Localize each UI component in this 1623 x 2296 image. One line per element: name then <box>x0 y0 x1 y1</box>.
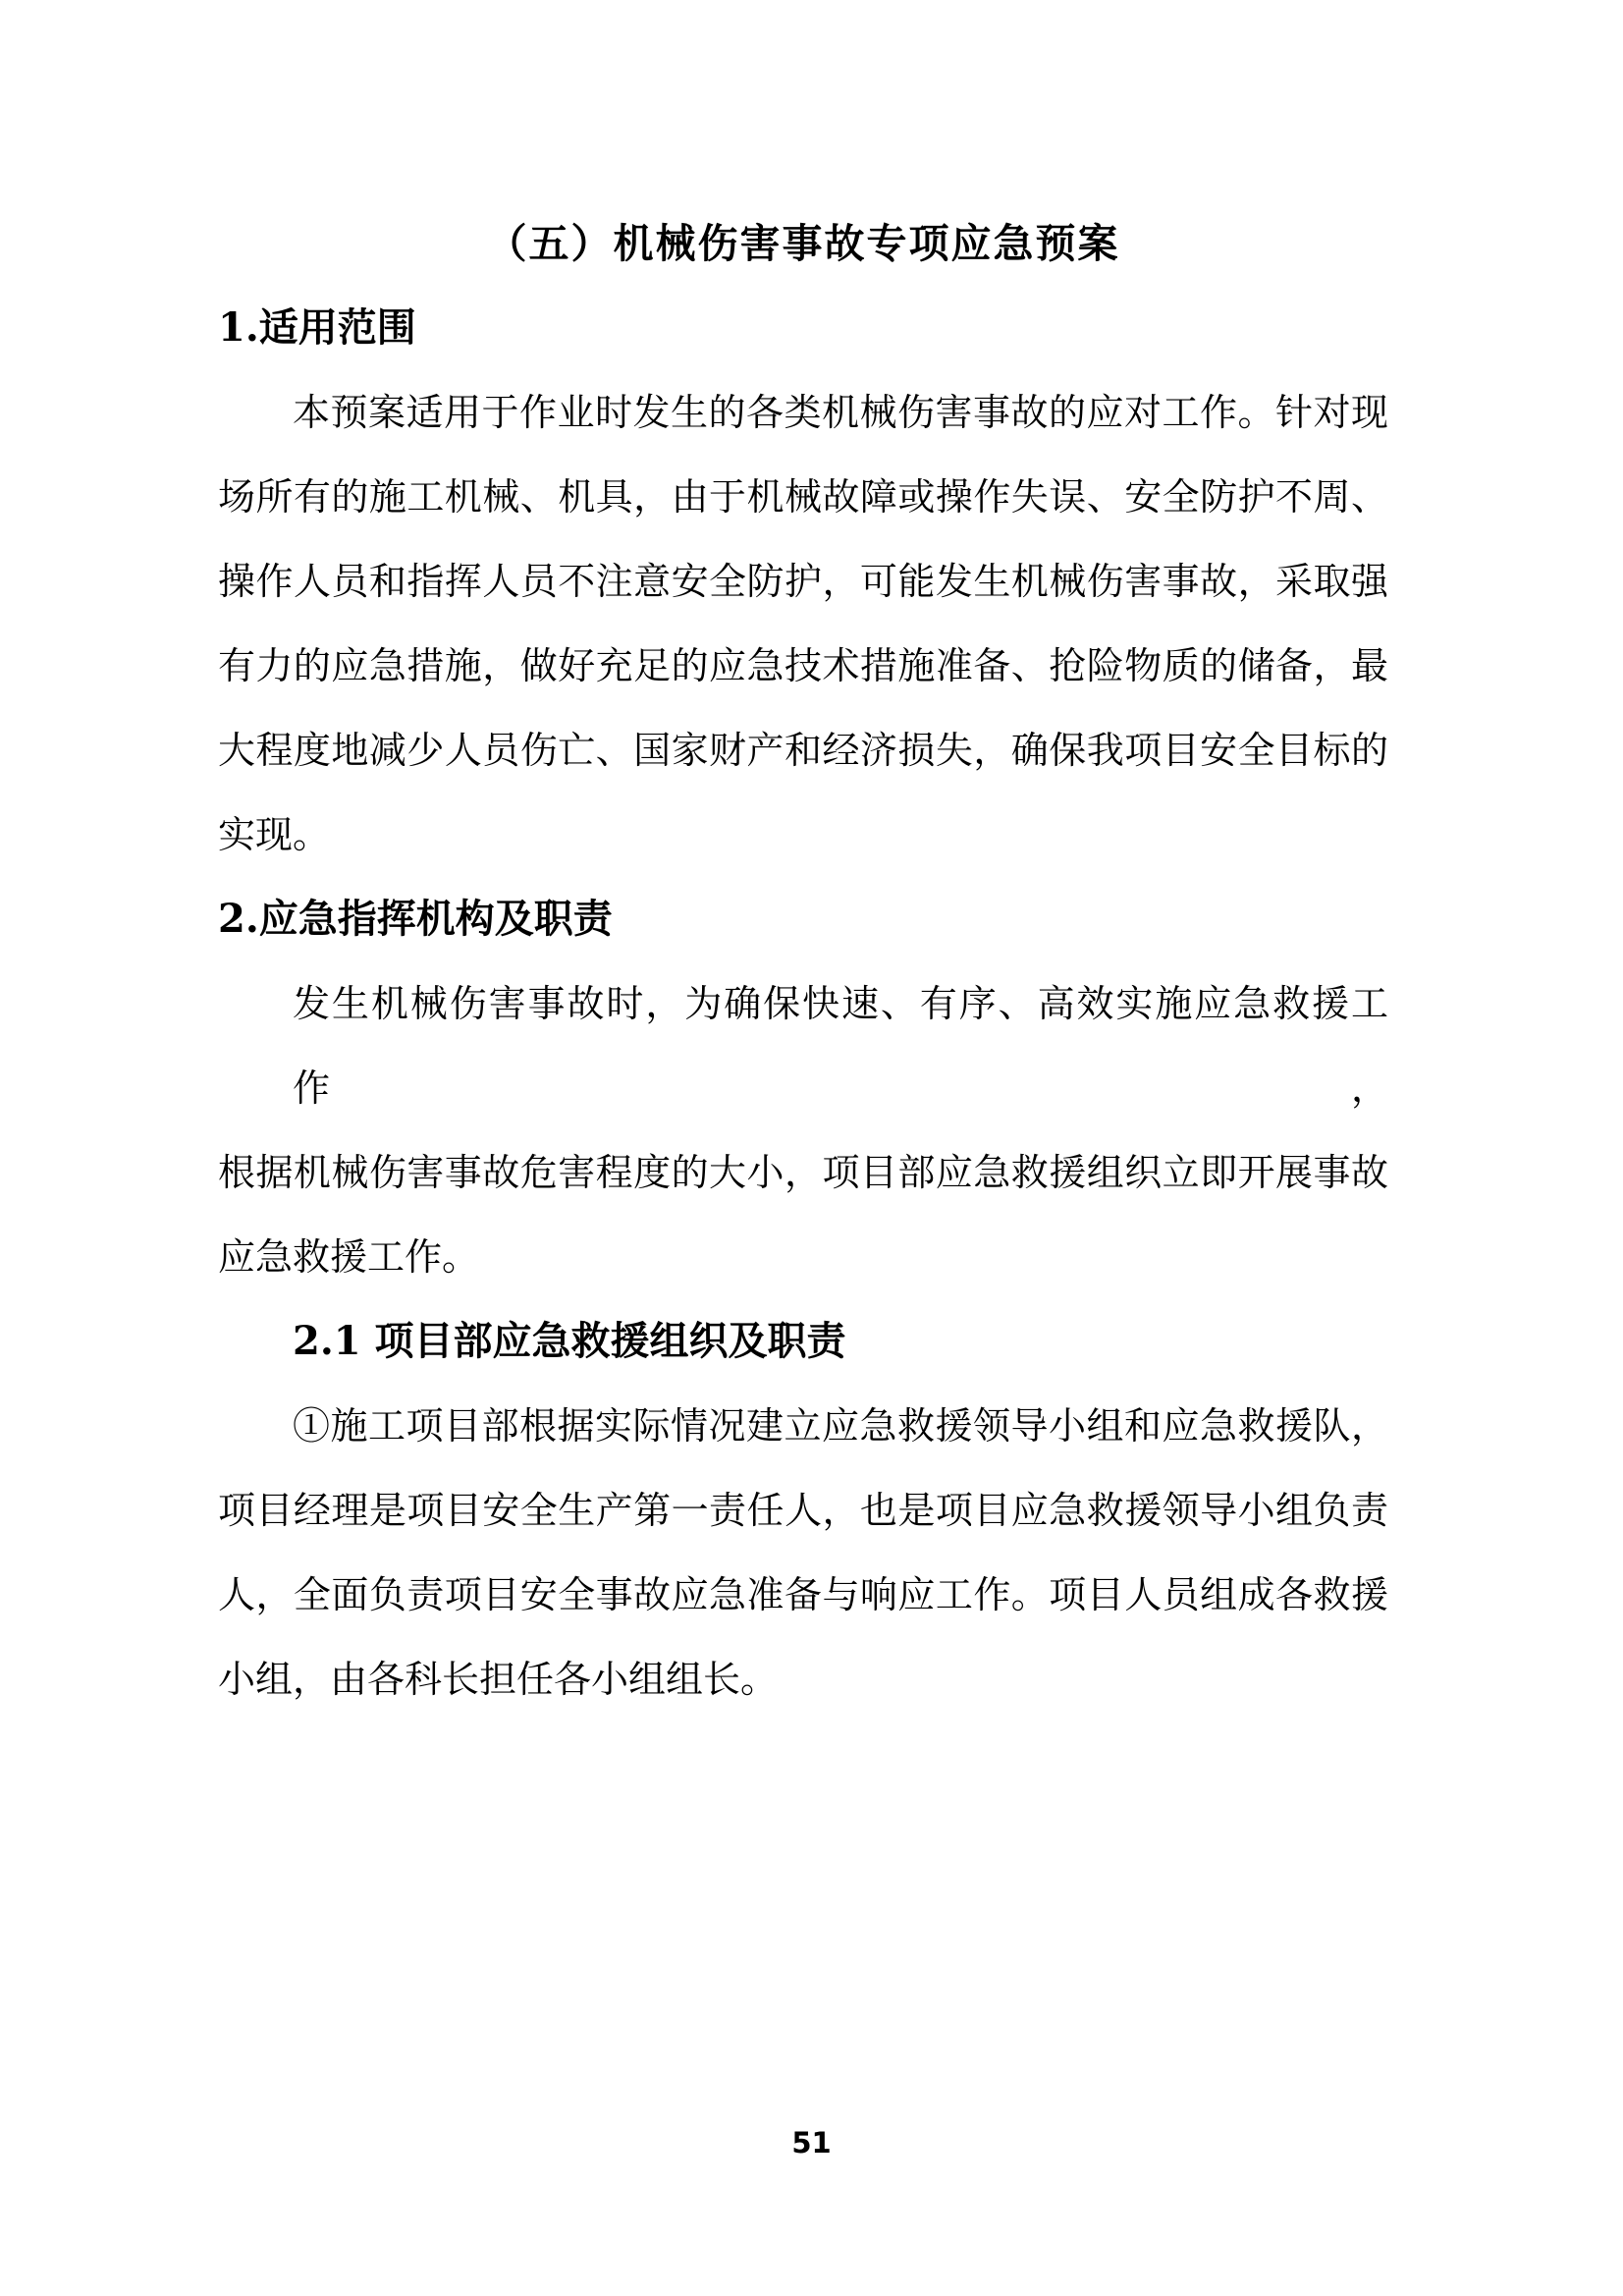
paragraph-line: 根据机械伤害事故危害程度的大小，项目部应急救援组织立即开展事故 <box>218 1151 1388 1194</box>
document-content <box>218 201 1388 1722</box>
paragraph-line: 本预案适用于作业时发生的各类机械伤害事故的应对工作。针对现 <box>293 391 1388 434</box>
paragraph-line: 人，全面负责项目安全事故应急准备与响应工作。项目人员组成各救援 <box>218 1573 1388 1616</box>
paragraph-line: 项目经理是项目安全生产第一责任人，也是项目应急救援领导小组负责 <box>218 1489 1388 1532</box>
section-1-heading: 1.适用范围 <box>218 304 416 351</box>
paragraph-line: 实现。 <box>218 813 331 856</box>
section-2-1-heading: 2.1 项目部应急救援组织及职责 <box>293 1318 846 1364</box>
paragraph-line: 大程度地减少人员伤亡、国家财产和经济损失，确保我项目安全目标的 <box>218 729 1388 772</box>
page-number: 51 <box>791 2126 832 2159</box>
section-1-paragraph-1 <box>218 370 1388 877</box>
paragraph-line: 有力的应急措施，做好充足的应急技术措施准备、抢险物质的储备，最 <box>218 644 1388 687</box>
document-title: （五）机械伤害事故专项应急预案 <box>486 220 1120 267</box>
section-2-1-paragraph-1 <box>218 1384 1388 1722</box>
paragraph-line: 应急救援工作。 <box>218 1235 480 1279</box>
paragraph-line: 操作人员和指挥人员不注意安全防护，可能发生机械伤害事故，采取强 <box>218 560 1388 603</box>
paragraph-line: 发生机械伤害事故时，为确保快速、有序、高效实施应急救援工作， <box>293 982 1388 1110</box>
paragraph-line: ①施工项目部根据实际情况建立应急救援领导小组和应急救援队， <box>293 1404 1388 1448</box>
section-2-heading: 2.应急指挥机构及职责 <box>218 896 613 942</box>
section-2-paragraph-1 <box>218 961 1388 1299</box>
paragraph-line: 场所有的施工机械、机具，由于机械故障或操作失误、安全防护不周、 <box>218 475 1388 519</box>
paragraph-line: 小组，由各科长担任各小组组长。 <box>218 1658 779 1701</box>
